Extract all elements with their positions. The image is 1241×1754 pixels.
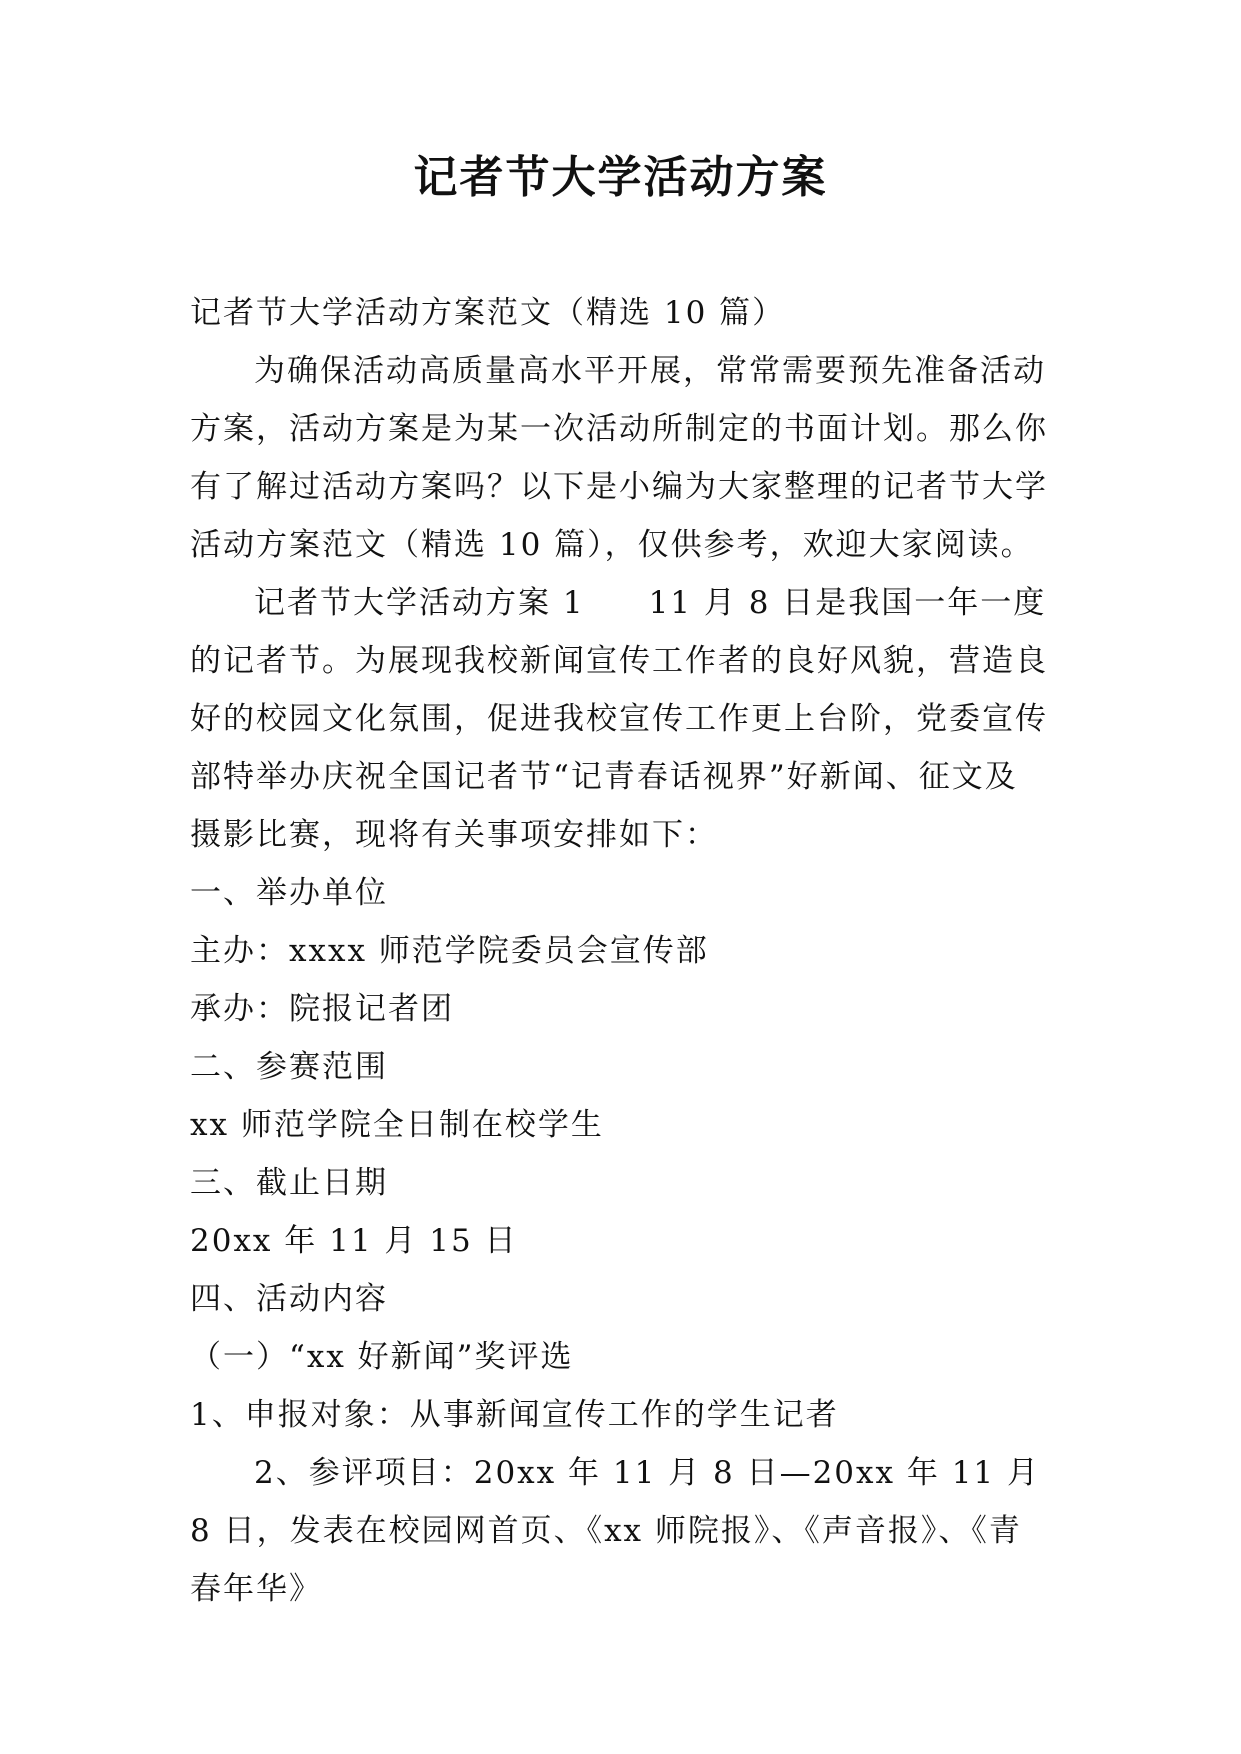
organizer-undertaker: 承办：院报记者团: [190, 991, 454, 1027]
heading-eligibility: 二、参赛范围: [190, 1049, 388, 1085]
section-1-body: 11 月 8 日是我国一年一度的记者节。为展现我校新闻宣传工作者的良好风貌，营造良好的校园文化氛围，促进我校宣传工作更上台阶，党委宣传部特举办庆祝全国记者节“记青春话视界”好新闻、征文及摄影比赛，现将有关事项安排如下：: [190, 585, 1048, 853]
heading-deadline: 三、截止日期: [190, 1165, 388, 1201]
heading-activity-content: 四、活动内容: [190, 1281, 388, 1317]
document-subtitle: 记者节大学活动方案范文（精选 10 篇）: [190, 295, 786, 331]
organizer-host: 主办：xxxx 师范学院委员会宣传部: [190, 933, 709, 969]
document-title: 记者节大学活动方案: [413, 152, 828, 203]
eligibility-text: xx 师范学院全日制在校学生: [190, 1107, 604, 1143]
section-1-heading: 记者节大学活动方案 1: [254, 585, 585, 621]
subheading-good-news-award: （一）“xx 好新闻”奖评选: [190, 1339, 574, 1375]
section-1-paragraph: [190, 574, 1050, 864]
heading-organizer: 一、举办单位: [190, 875, 388, 911]
intro-paragraph: 为确保活动高质量高水平开展，常常需要预先准备活动方案，活动方案是为某一次活动所制定的书面计划。那么你有了解过活动方案吗？以下是小编为大家整理的记者节大学活动方案范文（精选 10 篇），仅供参考，欢迎大家阅读。: [190, 353, 1048, 563]
item-applicants: 1、申报对象：从事新闻宣传工作的学生记者: [190, 1397, 839, 1433]
deadline-date: 20xx 年 11 月 15 日: [190, 1223, 518, 1259]
item-eligible-works: 2、参评项目：20xx 年 11 月 8 日—20xx 年 11 月 8 日，发表在校园网首页、《xx 师院报》、《声音报》、《青春年华》: [190, 1455, 1040, 1607]
document-body: [190, 284, 1050, 1618]
